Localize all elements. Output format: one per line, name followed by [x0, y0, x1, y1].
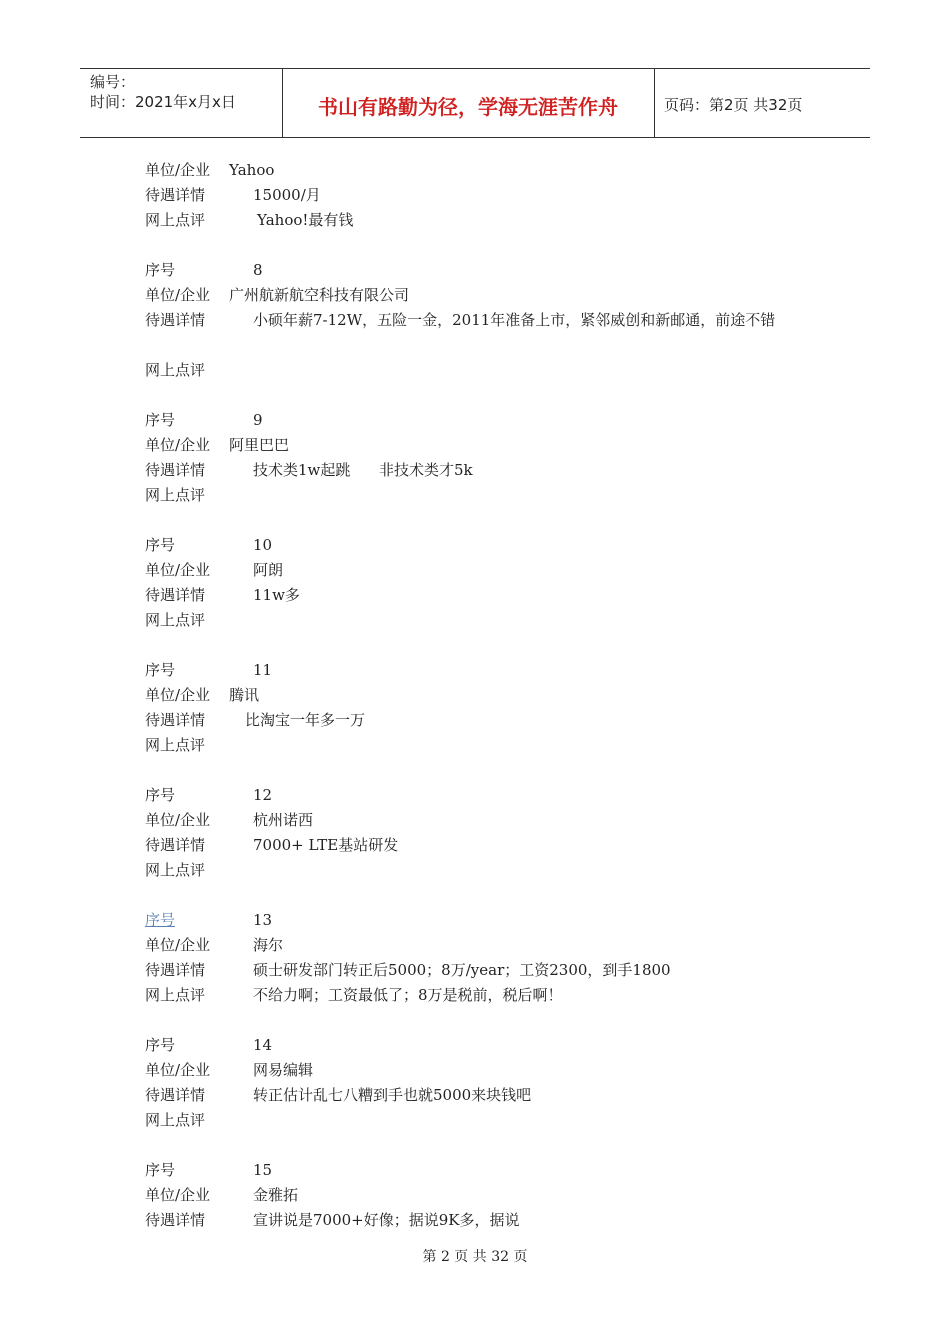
entry-company-row	[145, 158, 825, 183]
pay-value: 比淘宝一年多一万	[245, 711, 366, 729]
entry-company-row	[145, 1058, 825, 1083]
seq-value: 10	[253, 536, 273, 554]
seq-label: 序号	[145, 411, 176, 429]
company-value: Yahoo	[229, 161, 275, 179]
review-label: 网上点评	[145, 986, 206, 1004]
entry-company-row	[145, 933, 825, 958]
entry-seq-row	[145, 408, 825, 433]
seq-value: 14	[253, 1036, 273, 1054]
pay-value: 15000/月	[253, 186, 321, 204]
company-label: 单位/企业	[145, 811, 211, 829]
company-value: 金雅拓	[253, 1186, 299, 1204]
entry-pay-row	[145, 958, 825, 983]
motto: 书山有路勤为径，学海无涯苦作舟	[318, 95, 618, 119]
company-label: 单位/企业	[145, 686, 211, 704]
review-label: 网上点评	[145, 611, 206, 629]
company-value: 海尔	[253, 936, 284, 954]
page-label: 页码：第2页 共32页	[664, 96, 803, 114]
company-value: 腾讯	[229, 686, 260, 704]
seq-link[interactable]: 序号	[145, 911, 176, 929]
entry-company-row	[145, 1183, 825, 1208]
review-label: 网上点评	[145, 486, 206, 504]
pay-label: 待遇详情	[145, 1086, 206, 1104]
company-label: 单位/企业	[145, 161, 211, 179]
entry-pay-row	[145, 1083, 825, 1108]
pay-label: 待遇详情	[145, 836, 206, 854]
pay-label: 待遇详情	[145, 186, 206, 204]
pay-value: 11w多	[253, 586, 300, 604]
header-page-cell	[654, 69, 870, 137]
entry-company-row	[145, 558, 825, 583]
entry-review-row	[145, 983, 825, 1008]
entry-company-row	[145, 808, 825, 833]
company-value: 阿里巴巴	[229, 436, 290, 454]
entry-review-row	[145, 483, 825, 508]
pay-label: 待遇详情	[145, 1211, 206, 1229]
seq-value: 9	[253, 411, 263, 429]
seq-value: 11	[253, 661, 273, 679]
pay-label: 待遇详情	[145, 961, 206, 979]
review-label: 网上点评	[145, 736, 206, 754]
review-value: Yahoo!最有钱	[257, 211, 354, 229]
entry-pay-row	[145, 308, 825, 358]
entry-company-row	[145, 283, 825, 308]
company-label: 单位/企业	[145, 1061, 211, 1079]
entry-review-row	[145, 1108, 825, 1133]
header-motto-cell	[282, 69, 655, 137]
entry-seq-row	[145, 1158, 825, 1183]
number-label: 编号：	[90, 73, 136, 91]
entry-review-row	[145, 858, 825, 883]
review-label: 网上点评	[145, 211, 206, 229]
entry-pay-row	[145, 1208, 825, 1233]
company-label: 单位/企业	[145, 436, 211, 454]
seq-label: 序号	[145, 786, 176, 804]
entry-company-row	[145, 433, 825, 458]
pay-value: 7000+ LTE基站研发	[253, 836, 399, 854]
seq-label: 序号	[145, 536, 176, 554]
pay-label: 待遇详情	[145, 461, 206, 479]
company-label: 单位/企业	[145, 1186, 211, 1204]
pay-label: 待遇详情	[145, 311, 206, 329]
review-label: 网上点评	[145, 361, 206, 379]
entry-pay-row	[145, 708, 825, 733]
pay-value: 技术类1w起跳 非技术类才5k	[253, 461, 473, 479]
entry-pay-row	[145, 458, 825, 483]
pay-value: 转正估计乱七八糟到手也就5000来块钱吧	[253, 1086, 532, 1104]
entry-seq-row	[145, 783, 825, 808]
review-label: 网上点评	[145, 861, 206, 879]
document-body	[145, 158, 825, 1233]
seq-label: 序号	[145, 261, 176, 279]
pay-label: 待遇详情	[145, 586, 206, 604]
entry-pay-row	[145, 583, 825, 608]
company-label: 单位/企业	[145, 286, 211, 304]
entry-review-row	[145, 358, 825, 383]
entry-company-row	[145, 683, 825, 708]
seq-label: 序号	[145, 661, 176, 679]
company-value: 杭州诺西	[253, 811, 314, 829]
pay-value: 宣讲说是7000+好像；据说9K多，据说	[253, 1211, 520, 1229]
company-label: 单位/企业	[145, 561, 211, 579]
entry-seq-row	[145, 533, 825, 558]
entry-review-row	[145, 608, 825, 633]
seq-value: 12	[253, 786, 273, 804]
seq-label: 序号	[145, 1161, 176, 1179]
seq-label: 序号	[145, 1036, 176, 1054]
review-label: 网上点评	[145, 1111, 206, 1129]
seq-value: 13	[253, 911, 273, 929]
entry-seq-row	[145, 658, 825, 683]
seq-value: 8	[253, 261, 263, 279]
time-label: 时间：2021年x月x日	[90, 93, 236, 111]
entry-pay-row	[145, 833, 825, 858]
company-value: 网易编辑	[253, 1061, 314, 1079]
entry-seq-row	[145, 258, 825, 283]
entry-seq-row	[145, 908, 825, 933]
page-footer: 第 2 页 共 32 页	[422, 1249, 528, 1265]
company-value: 广州航新航空科技有限公司	[229, 286, 410, 304]
pay-label: 待遇详情	[145, 711, 206, 729]
company-label: 单位/企业	[145, 936, 211, 954]
entry-review-row	[145, 208, 825, 233]
company-value: 阿朗	[253, 561, 284, 579]
pay-value: 小硕年薪7-12W，五险一金，2011年准备上市，紧邻威创和新邮通，前途不错	[253, 311, 776, 329]
document-header	[80, 68, 870, 138]
entry-seq-row	[145, 1033, 825, 1058]
seq-value: 15	[253, 1161, 273, 1179]
review-value: 不给力啊；工资最低了；8万是税前，税后啊！	[253, 986, 563, 1004]
header-info-cell	[80, 69, 283, 137]
pay-value: 硕士研发部门转正后5000；8万/year；工资2300，到手1800	[253, 961, 671, 979]
entry-review-row	[145, 733, 825, 758]
entry-pay-row	[145, 183, 825, 208]
